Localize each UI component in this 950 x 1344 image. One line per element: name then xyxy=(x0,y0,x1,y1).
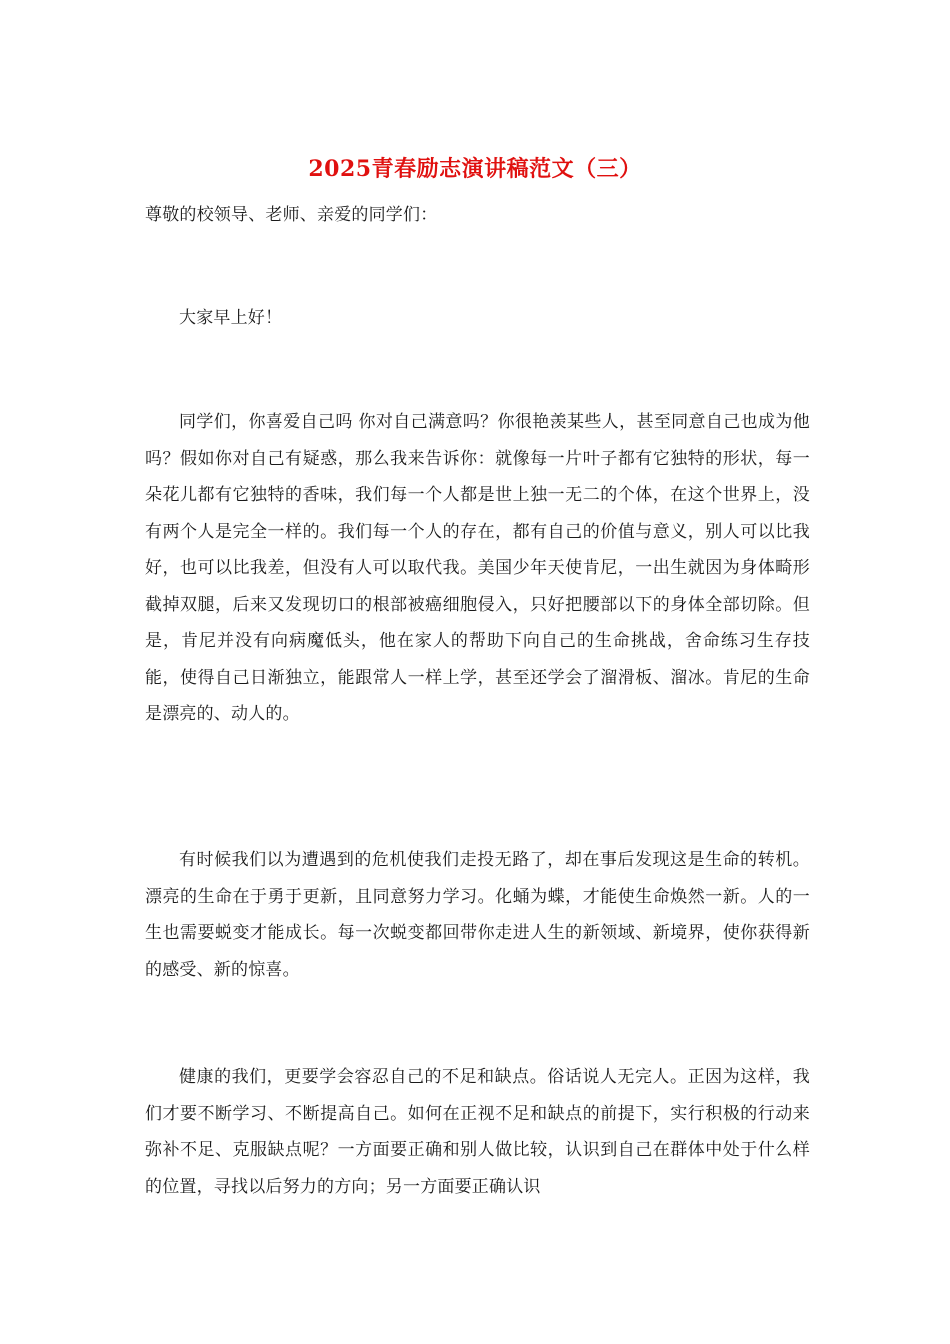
salutation: 尊敬的校领导、老师、亲爱的同学们： xyxy=(145,205,438,225)
paragraph: 同学们，你喜爱自己吗 你对自己满意吗？你很艳羡某些人，甚至同意自己也成为他吗？假如你对自己有疑惑，那么我来告诉你：就像每一片叶子都有它独特的形状，每一朵花儿都有它独特的香味，我们每一个人都是世上独一无二的个体，在这个世界上，没有两个人是完全一样的。我们每一个人的存在，都有自己的价值与意义，别人可以比我好，也可以比我差，但没有人可以取代我。美国少年天使肯尼，一出生就因为身体畸形截掉双腿，后来又发现切口的根部被癌细胞侵入，只好把腰部以下的身体全部切除。但是，肯尼并没有向病魔低头，他在家人的帮助下向自己的生命挑战，舍命练习生存技能，使得自己日渐独立，能跟常人一样上学，甚至还学会了溜滑板、溜冰。肯尼的生命是漂亮的、动人的。 xyxy=(145,412,810,724)
document-title: 2025青春励志演讲稿范文（三） xyxy=(308,156,642,182)
opening-line: 大家早上好！ xyxy=(179,308,283,328)
paragraph: 健康的我们，更要学会容忍自己的不足和缺点。俗话说人无完人。正因为这样，我们才要不断学习、不断提高自己。如何在正视不足和缺点的前提下，实行积极的行动来弥补不足、克服缺点呢？一方面要正确和别人做比较，认识到自己在群体中处于什么样的位置，寻找以后努力的方向；另一方面要正确认识 xyxy=(145,1067,810,1197)
paragraph: 有时候我们以为遭遇到的危机使我们走投无路了，却在事后发现这是生命的转机。漂亮的生命在于勇于更新，且同意努力学习。化蛹为蝶，才能使生命焕然一新。人的一生也需要蜕变才能成长。每一次蜕变都回带你走进人生的新领域、新境界，使你获得新的感受、新的惊喜。 xyxy=(145,850,810,980)
